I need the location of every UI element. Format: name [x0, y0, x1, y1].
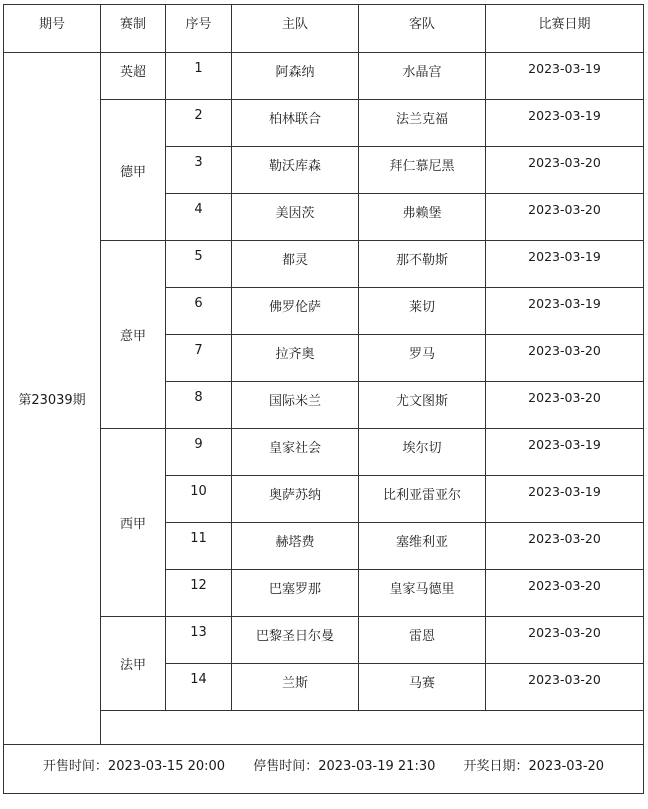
header-date: 比赛日期 — [486, 5, 644, 53]
table-row — [4, 53, 644, 100]
match-home: 勒沃库森 — [232, 147, 359, 194]
match-date: 2023-03-20 — [486, 617, 644, 664]
match-home: 都灵 — [232, 241, 359, 288]
match-away: 弗赖堡 — [359, 194, 486, 241]
match-date: 2023-03-20 — [486, 523, 644, 570]
header-league: 赛制 — [101, 5, 166, 53]
match-seq: 2 — [166, 100, 232, 147]
match-date: 2023-03-19 — [486, 288, 644, 335]
match-date: 2023-03-20 — [486, 382, 644, 429]
league-seriea: 意甲 — [101, 241, 166, 429]
match-away: 尤文图斯 — [359, 382, 486, 429]
match-away: 塞维利亚 — [359, 523, 486, 570]
match-seq: 12 — [166, 570, 232, 617]
match-date: 2023-03-20 — [486, 147, 644, 194]
match-home: 拉齐奥 — [232, 335, 359, 382]
match-seq: 6 — [166, 288, 232, 335]
sale-stop-time: 停售时间：2023-03-19 21:30 — [253, 759, 436, 774]
match-date: 2023-03-19 — [486, 100, 644, 147]
match-seq: 10 — [166, 476, 232, 523]
match-away: 雷恩 — [359, 617, 486, 664]
match-away: 皇家马德里 — [359, 570, 486, 617]
match-home: 国际米兰 — [232, 382, 359, 429]
match-date: 2023-03-19 — [486, 241, 644, 288]
match-date: 2023-03-19 — [486, 429, 644, 476]
match-date: 2023-03-20 — [486, 194, 644, 241]
header-away: 客队 — [359, 5, 486, 53]
match-home: 赫塔费 — [232, 523, 359, 570]
match-home: 美因茨 — [232, 194, 359, 241]
match-schedule-table — [3, 4, 644, 794]
match-home: 阿森纳 — [232, 53, 359, 100]
match-home: 奥萨苏纳 — [232, 476, 359, 523]
match-date: 2023-03-19 — [486, 53, 644, 100]
match-seq: 4 — [166, 194, 232, 241]
match-away: 水晶宫 — [359, 53, 486, 100]
match-home: 柏林联合 — [232, 100, 359, 147]
header-row — [4, 5, 644, 53]
match-date: 2023-03-19 — [486, 476, 644, 523]
match-home: 兰斯 — [232, 664, 359, 711]
match-home: 巴塞罗那 — [232, 570, 359, 617]
match-date: 2023-03-20 — [486, 570, 644, 617]
draw-date: 开奖日期：2023-03-20 — [463, 759, 605, 774]
match-away: 莱切 — [359, 288, 486, 335]
match-away: 罗马 — [359, 335, 486, 382]
match-seq: 7 — [166, 335, 232, 382]
header-seq: 序号 — [166, 5, 232, 53]
match-seq: 1 — [166, 53, 232, 100]
match-seq: 5 — [166, 241, 232, 288]
header-home: 主队 — [232, 5, 359, 53]
match-seq: 8 — [166, 382, 232, 429]
match-away: 比利亚雷亚尔 — [359, 476, 486, 523]
league-epl: 英超 — [101, 53, 166, 100]
match-seq: 3 — [166, 147, 232, 194]
match-seq: 13 — [166, 617, 232, 664]
match-date: 2023-03-20 — [486, 335, 644, 382]
match-home: 皇家社会 — [232, 429, 359, 476]
match-away: 拜仁慕尼黑 — [359, 147, 486, 194]
period-value: 第23039期 — [4, 53, 101, 745]
match-home: 巴黎圣日尔曼 — [232, 617, 359, 664]
match-away: 法兰克福 — [359, 100, 486, 147]
league-ligue1: 法甲 — [101, 617, 166, 711]
match-seq: 11 — [166, 523, 232, 570]
match-seq: 14 — [166, 664, 232, 711]
header-period: 期号 — [4, 5, 101, 53]
sale-start-time: 开售时间：2023-03-15 20:00 — [42, 759, 226, 774]
match-home: 佛罗伦萨 — [232, 288, 359, 335]
match-away: 那不勒斯 — [359, 241, 486, 288]
match-away: 埃尔切 — [359, 429, 486, 476]
footer-row — [4, 745, 644, 794]
match-seq: 9 — [166, 429, 232, 476]
league-bundesliga: 德甲 — [101, 100, 166, 241]
match-date: 2023-03-20 — [486, 664, 644, 711]
match-away: 马赛 — [359, 664, 486, 711]
footer-cell — [4, 745, 644, 794]
league-laliga: 西甲 — [101, 429, 166, 617]
blank-cell — [101, 711, 644, 745]
